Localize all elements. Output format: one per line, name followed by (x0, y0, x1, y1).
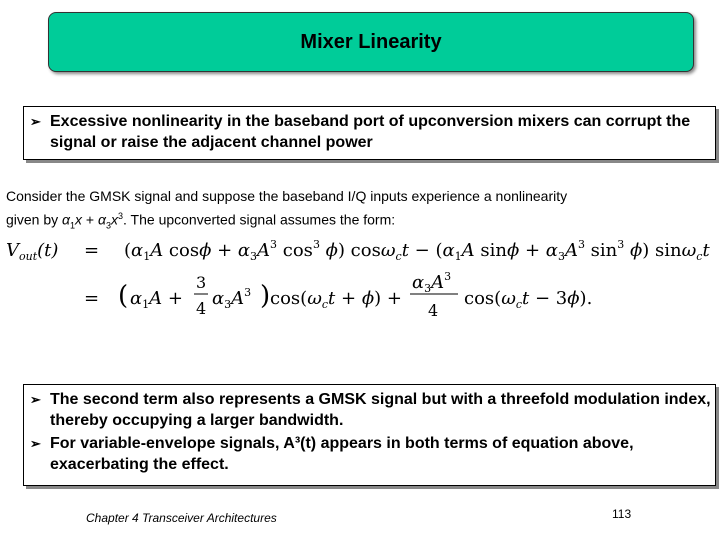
svg-text:4: 4 (196, 299, 207, 318)
svg-text:α3A3: $\alpha_3A^3$ (412, 270, 452, 295)
bullet-item (24, 433, 715, 475)
slide-title-text: Mixer Linearity (300, 30, 442, 53)
bullet-text: Excessive nonlinearity in the baseband port of upconversion mixers can corrupt the signal or raise the adjacent channel power (50, 113, 691, 151)
body-paragraph (6, 186, 716, 235)
arrow-bullet-icon: ➢ (30, 436, 41, 451)
bullet-text: The second term also represents a GMSK signal but with a threefold modulation index, thereby occupying a larger bandwidth. (50, 391, 711, 429)
svg-text:α3A3: $\alpha_3A^3$ (212, 286, 252, 311)
bullet-text: For variable-envelope signals, A³(t) appears in both terms of equation above, exacerbating the effect. (50, 435, 634, 473)
bullet-item (24, 111, 715, 153)
paragraph-line-2: given by $\alpha_1x + \alpha_3x^3$. The upconverted signal assumes the form: (6, 211, 396, 231)
page-number: 113 (612, 507, 632, 521)
svg-text:=: = (84, 240, 100, 261)
top-bullet-box (23, 106, 716, 160)
svg-text:3: 3 (196, 273, 207, 292)
svg-text:4: 4 (428, 301, 439, 320)
bottom-bullet-box (23, 384, 716, 486)
svg-text:): ) (260, 281, 271, 311)
svg-text:α1A +: $\alpha_1A$ + (130, 288, 183, 311)
slide-title (48, 12, 694, 72)
svg-text:=: = (84, 288, 100, 309)
footer-chapter: Chapter 4 Transceiver Architectures (86, 511, 277, 525)
svg-text:(: ( (118, 281, 129, 311)
svg-text:(α1A cosϕ + α3A3 cos3 ϕ) cosωc: ($\alpha_1A$ $\cos\phi + \alpha_3A^3$ $\cos^3 \phi$) $\cos\omega_ct - (\alpha_1A$ $\sin\phi + \alpha_3A^3$ $\sin^3 \phi$) sinω$_c$t (124, 238, 710, 263)
paragraph-line-1: Consider the GMSK signal and suppose the baseband I/Q inputs experience a nonlinearity (6, 188, 568, 204)
svg-text:cos(ωct + ϕ) +: $\cos(\omega_ct + \phi)$ + (270, 288, 402, 311)
svg-text:cos(ωct − 3ϕ).: $\cos(\omega_ct - 3\phi)$. (464, 288, 593, 311)
arrow-bullet-icon: ➢ (30, 392, 41, 407)
svg-text:Vout(t): $V_{out}(t)$ (6, 240, 59, 263)
equation-image (6, 232, 716, 327)
bullet-item (24, 389, 715, 431)
arrow-bullet-icon: ➢ (30, 114, 41, 129)
